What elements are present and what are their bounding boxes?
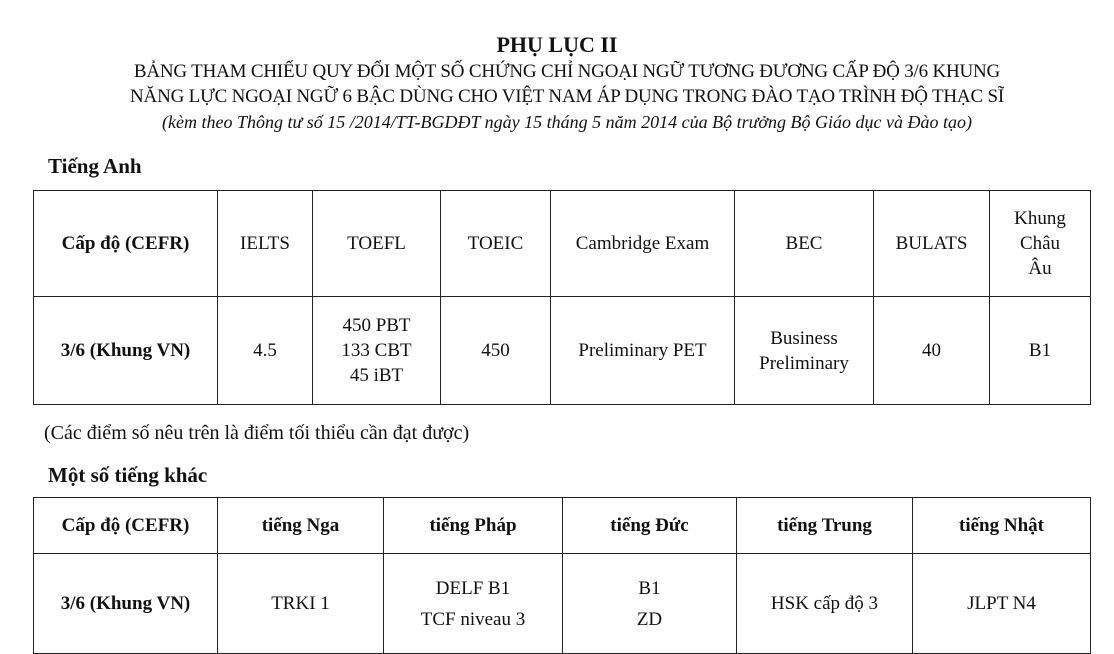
cell-bulats: 40 bbox=[874, 297, 990, 405]
document-note: (kèm theo Thông tư số 15 /2014/TT-BGDĐT ngày 15 tháng 5 năm 2014 của Bộ trưởng Bộ Giáo dục và Đào tạo) bbox=[161, 112, 973, 132]
table-row bbox=[34, 297, 1091, 405]
score-remark: (Các điểm số nêu trên là điểm tối thiểu cần đạt được) bbox=[44, 422, 470, 444]
header-line: Khung bbox=[1014, 208, 1066, 229]
document-subtitle-line-1: BẢNG THAM CHIẾU QUY ĐỔI MỘT SỐ CHỨNG CHỈ NGOẠI NGỮ TƯƠNG ĐƯƠNG CẤP ĐỘ 3/6 KHUNG bbox=[133, 61, 1001, 82]
cell-russian: TRKI 1 bbox=[218, 554, 384, 654]
cell-japanese: JLPT N4 bbox=[913, 554, 1091, 654]
cell-german bbox=[563, 554, 737, 654]
column-header-chinese: tiếng Trung bbox=[737, 498, 913, 554]
column-header-ielts: IELTS bbox=[218, 191, 313, 297]
table-header-row bbox=[34, 498, 1091, 554]
english-section-heading: Tiếng Anh bbox=[48, 154, 142, 178]
cell-line: Business bbox=[770, 327, 838, 349]
cell-bec bbox=[735, 297, 874, 405]
page-title: PHỤ LỤC II bbox=[496, 32, 618, 57]
header-line: Châu bbox=[1019, 233, 1061, 254]
column-header-cambridge: Cambridge Exam bbox=[551, 191, 735, 297]
cell-cambridge: Preliminary PET bbox=[551, 297, 735, 405]
document-subtitle-line-2: NĂNG LỰC NGOẠI NGỮ 6 BẬC DÙNG CHO VIỆT NAM ÁP DỤNG TRONG ĐÀO TẠO TRÌNH ĐỘ THẠC SĨ bbox=[130, 86, 1004, 107]
table-header-row bbox=[34, 191, 1091, 297]
cell-french bbox=[384, 554, 563, 654]
cell-line: ZD bbox=[636, 608, 663, 630]
cell-chinese: HSK cấp độ 3 bbox=[737, 554, 913, 654]
column-header-german: tiếng Đức bbox=[563, 498, 737, 554]
cell-cefr: B1 bbox=[990, 297, 1091, 405]
table-row bbox=[34, 554, 1091, 654]
column-header-bulats: BULATS bbox=[874, 191, 990, 297]
cell-line: B1 bbox=[638, 577, 661, 599]
column-header-level: Cấp độ (CEFR) bbox=[34, 191, 218, 297]
column-header-toeic: TOEIC bbox=[441, 191, 551, 297]
cell-line: 45 iBT bbox=[349, 365, 404, 386]
column-header-cefr-frame bbox=[990, 191, 1091, 297]
cell-line: Preliminary bbox=[759, 352, 849, 374]
cell-line: 133 CBT bbox=[341, 340, 412, 361]
column-header-level: Cấp độ (CEFR) bbox=[34, 498, 218, 554]
column-header-russian: tiếng Nga bbox=[218, 498, 384, 554]
english-equivalence-table bbox=[33, 190, 1091, 405]
column-header-french: tiếng Pháp bbox=[384, 498, 563, 554]
other-languages-table bbox=[33, 497, 1091, 654]
column-header-toefl: TOEFL bbox=[313, 191, 441, 297]
column-header-japanese: tiếng Nhật bbox=[913, 498, 1091, 554]
other-languages-heading: Một số tiếng khác bbox=[48, 463, 208, 487]
cell-level: 3/6 (Khung VN) bbox=[34, 297, 218, 405]
cell-ielts: 4.5 bbox=[218, 297, 313, 405]
cell-line: 450 PBT bbox=[342, 315, 411, 336]
column-header-bec: BEC bbox=[735, 191, 874, 297]
cell-level: 3/6 (Khung VN) bbox=[34, 554, 218, 654]
cell-toeic: 450 bbox=[441, 297, 551, 405]
cell-line: TCF niveau 3 bbox=[420, 608, 526, 630]
cell-toefl bbox=[313, 297, 441, 405]
cell-line: DELF B1 bbox=[435, 577, 511, 599]
header-line: Âu bbox=[1028, 258, 1052, 279]
